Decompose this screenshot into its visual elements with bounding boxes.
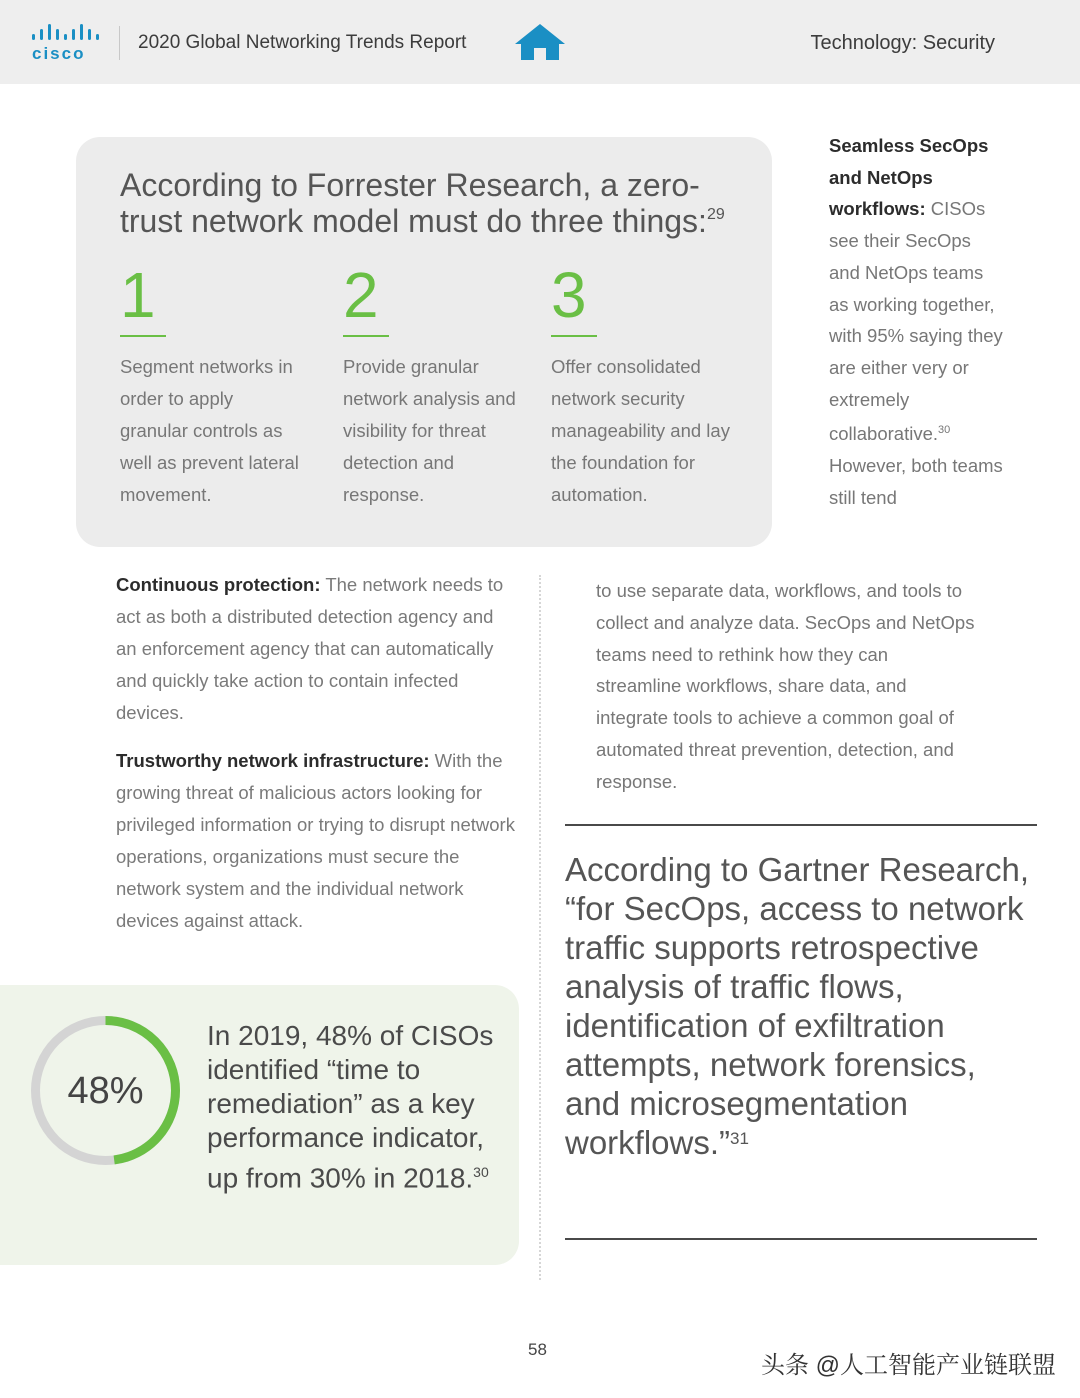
sidebar-lead: Seamless SecOps and NetOps workflows: (829, 135, 989, 220)
trustworthy-infrastructure-text: With the growing threat of malicious actors looking for privileged information or trying to disrupt network operations, organizations must secure the network system and the individual network devices against attack. (116, 750, 515, 931)
point-number-3: 3 (551, 259, 587, 331)
point-number-2: 2 (343, 259, 379, 331)
sidebar-text-part2: However, both teams still tend (829, 455, 1003, 508)
stat-text (207, 1019, 507, 1195)
secops-netops-sidebar (829, 130, 1004, 514)
forrester-heading (120, 167, 760, 239)
sidebar-continuation: to use separate data, workflows, and tools to collect and analyze data. SecOps and NetOps teams need to rethink how they can streamline workflows, share data, and integrate tools to achieve a common goal of automated threat prevention, detection, and response. (596, 580, 975, 792)
stat-text-body: In 2019, 48% of CISOs identified “time to remediation” as a key performance indicator, up from 30% in 2018. (207, 1020, 494, 1194)
gartner-quote-text: According to Gartner Research, “for SecOps, access to network traffic supports retrospective analysis of traffic flows, identification of exfiltration attempts, network forensics, and microsegmentation workflows.” (565, 851, 1030, 1161)
footnote-30: 30 (938, 424, 951, 437)
forrester-heading-text: According to Forrester Research, a zero-trust network model must do three things: (120, 167, 707, 239)
continuous-protection-paragraph (116, 569, 516, 729)
point-text-2: Provide granular network analysis and visibility for threat detection and response. (343, 356, 516, 505)
sidebar-text-part1: CISOs see their SecOps and NetOps teams as working together, with 95% saying they are either very or extremely collaborative. (829, 198, 1003, 445)
point-number-1: 1 (120, 259, 156, 331)
quote-top-rule (565, 824, 1037, 826)
quote-bottom-rule (565, 1238, 1037, 1240)
footnote-29: 29 (706, 206, 725, 223)
section-label: Technology: Security (810, 32, 995, 54)
continuous-protection-text: The network needs to act as both a distributed detection agency and an enforcement agency that can automatically and quickly take action to contain infected devices. (116, 574, 504, 723)
header-bar (0, 0, 1080, 84)
page-number: 58 (528, 1340, 547, 1359)
point-text-1: Segment networks in order to apply granular controls as well as prevent lateral movement. (120, 356, 299, 505)
continuous-protection-lead: Continuous protection: (116, 574, 321, 595)
stat-footnote: 30 (473, 1164, 489, 1180)
trustworthy-infrastructure-paragraph (116, 745, 516, 937)
point-rule-1 (120, 335, 166, 337)
cisco-logo[interactable] (30, 24, 102, 64)
stat-callout (0, 985, 519, 1265)
watermark: 头条 @人工智能产业链联盟 (760, 1352, 1056, 1379)
cisco-bars-icon (30, 24, 102, 44)
cisco-logo-text: cisco (32, 44, 86, 63)
header-divider (119, 26, 120, 60)
trustworthy-infrastructure-lead: Trustworthy network infrastructure: (116, 750, 430, 771)
gartner-quote (565, 850, 1035, 1162)
percentage-donut (28, 1013, 183, 1168)
forrester-callout (76, 137, 772, 547)
point-rule-2 (343, 335, 389, 337)
point-item-1 (120, 257, 300, 511)
point-rule-3 (551, 335, 597, 337)
report-title: 2020 Global Networking Trends Report (138, 32, 467, 53)
column-divider (539, 575, 541, 1280)
footnote-31: 31 (730, 1129, 749, 1148)
point-text-3: Offer consolidated network security manageability and lay the foundation for automation. (551, 356, 730, 505)
point-item-2 (343, 257, 523, 511)
home-icon[interactable] (513, 22, 567, 62)
point-item-3 (551, 257, 731, 511)
donut-label: 48% (67, 1070, 144, 1112)
